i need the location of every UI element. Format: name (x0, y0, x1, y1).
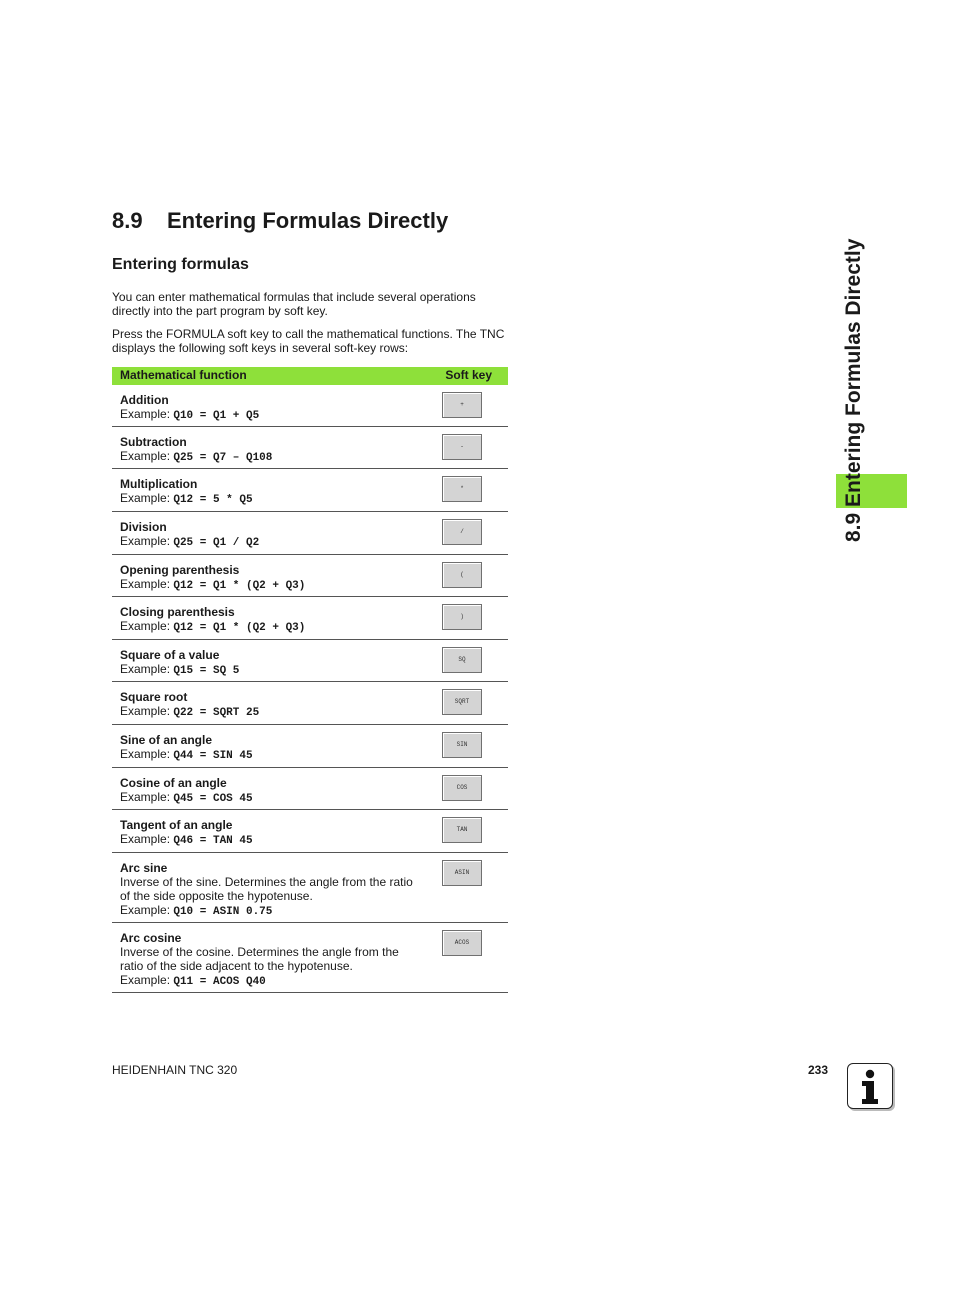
example-code: Q15 = SQ 5 (173, 665, 240, 677)
function-name: Division (120, 520, 167, 534)
example-prefix: Example: (120, 491, 174, 505)
function-example (120, 577, 418, 593)
example-code: Q46 = TAN 45 (173, 835, 253, 847)
example-prefix: Example: (120, 903, 174, 917)
table-row (112, 853, 508, 923)
example-prefix: Example: (120, 747, 174, 761)
example-prefix: Example: (120, 832, 174, 846)
side-title-text: 8.9 Entering Formulas Directly (842, 238, 865, 542)
example-prefix: Example: (120, 577, 174, 591)
softkey-button[interactable]: ASIN (442, 860, 482, 886)
example-prefix: Example: (120, 790, 174, 804)
softkey-button[interactable]: TAN (442, 817, 482, 843)
section-number: 8.9 (112, 208, 143, 233)
example-prefix: Example: (120, 534, 174, 548)
example-prefix: Example: (120, 704, 174, 718)
softkey-button[interactable]: COS (442, 775, 482, 801)
example-code: Q10 = ASIN 0.75 (173, 906, 273, 918)
table-row (112, 469, 508, 512)
example-prefix: Example: (120, 449, 174, 463)
function-name: Square root (120, 690, 188, 704)
example-code: Q25 = Q1 / Q2 (173, 537, 260, 549)
table-row (112, 597, 508, 640)
function-name: Cosine of an angle (120, 776, 227, 790)
softkey-button[interactable]: SQ (442, 647, 482, 673)
example-prefix: Example: (120, 619, 174, 633)
intro-paragraph: You can enter mathematical formulas that include several operations directly into the part program by soft key. (112, 290, 476, 318)
softkey-button[interactable]: SIN (442, 732, 482, 758)
function-example (120, 973, 418, 989)
table-row (112, 640, 508, 682)
example-prefix: Example: (120, 662, 174, 676)
section-title (112, 208, 448, 234)
table-row (112, 725, 508, 768)
softkey-button[interactable]: SQRT (442, 689, 482, 715)
function-name: Multiplication (120, 477, 198, 491)
table-row (112, 682, 508, 725)
example-prefix: Example: (120, 973, 174, 987)
table-row (112, 427, 508, 469)
footer-product: HEIDENHAIN TNC 320 (112, 1063, 238, 1077)
example-code: Q22 = SQRT 25 (173, 707, 260, 719)
function-example (120, 619, 418, 635)
function-table (112, 367, 508, 993)
function-example (120, 491, 418, 507)
formula-softkey-paragraph: Press the FORMULA soft key to call the mathematical functions. The TNC displays the following soft keys in several soft-key rows: (112, 327, 505, 355)
function-name: Closing parenthesis (120, 605, 235, 619)
subsection-title: Entering formulas (112, 256, 249, 273)
table-row (112, 555, 508, 597)
info-icon (847, 1063, 893, 1109)
function-name: Tangent of an angle (120, 818, 233, 832)
example-code: Q44 = SIN 45 (173, 750, 253, 762)
softkey-button[interactable]: / (442, 519, 482, 545)
function-name: Arc sine (120, 861, 168, 875)
function-example (120, 534, 418, 550)
table-row (112, 810, 508, 853)
function-description: Inverse of the cosine. Determines the angle from the ratio of the side adjacent to the hypotenuse. (120, 945, 399, 973)
function-example (120, 704, 418, 720)
table-header (112, 367, 508, 385)
function-name: Subtraction (120, 435, 187, 449)
function-example (120, 832, 418, 848)
page-number: 233 (808, 1063, 829, 1077)
softkey-button[interactable]: * (442, 476, 482, 502)
info-icon-glyph (848, 1064, 892, 1108)
function-example (120, 903, 418, 919)
function-example (120, 449, 418, 465)
softkey-button[interactable]: + (442, 392, 482, 418)
function-example (120, 790, 418, 806)
function-name: Square of a value (120, 648, 220, 662)
example-code: Q10 = Q1 + Q5 (173, 410, 260, 422)
table-row (112, 768, 508, 810)
table-row (112, 923, 508, 993)
function-name: Opening parenthesis (120, 563, 240, 577)
header-function: Mathematical function (120, 368, 247, 382)
table-body (112, 385, 508, 993)
function-example (120, 407, 418, 423)
example-code: Q45 = COS 45 (173, 793, 253, 805)
example-code: Q25 = Q7 – Q108 (173, 452, 273, 464)
function-description: Inverse of the sine. Determines the angle from the ratio of the side opposite the hypotenuse. (120, 875, 413, 903)
softkey-button[interactable]: ) (442, 604, 482, 630)
section-title-text: Entering Formulas Directly (167, 208, 449, 233)
example-code: Q12 = Q1 * (Q2 + Q3) (173, 622, 306, 634)
softkey-button[interactable]: ACOS (442, 930, 482, 956)
function-example (120, 662, 418, 678)
function-name: Addition (120, 393, 169, 407)
example-code: Q12 = Q1 * (Q2 + Q3) (173, 580, 306, 592)
example-code: Q12 = 5 * Q5 (173, 494, 253, 506)
function-example (120, 747, 418, 763)
softkey-button[interactable]: - (442, 434, 482, 460)
example-code: Q11 = ACOS Q40 (173, 976, 266, 988)
function-name: Arc cosine (120, 931, 182, 945)
softkey-button[interactable]: ( (442, 562, 482, 588)
table-row (112, 512, 508, 555)
function-name: Sine of an angle (120, 733, 213, 747)
table-row (112, 385, 508, 427)
example-prefix: Example: (120, 407, 174, 421)
header-softkey: Soft key (445, 368, 492, 382)
